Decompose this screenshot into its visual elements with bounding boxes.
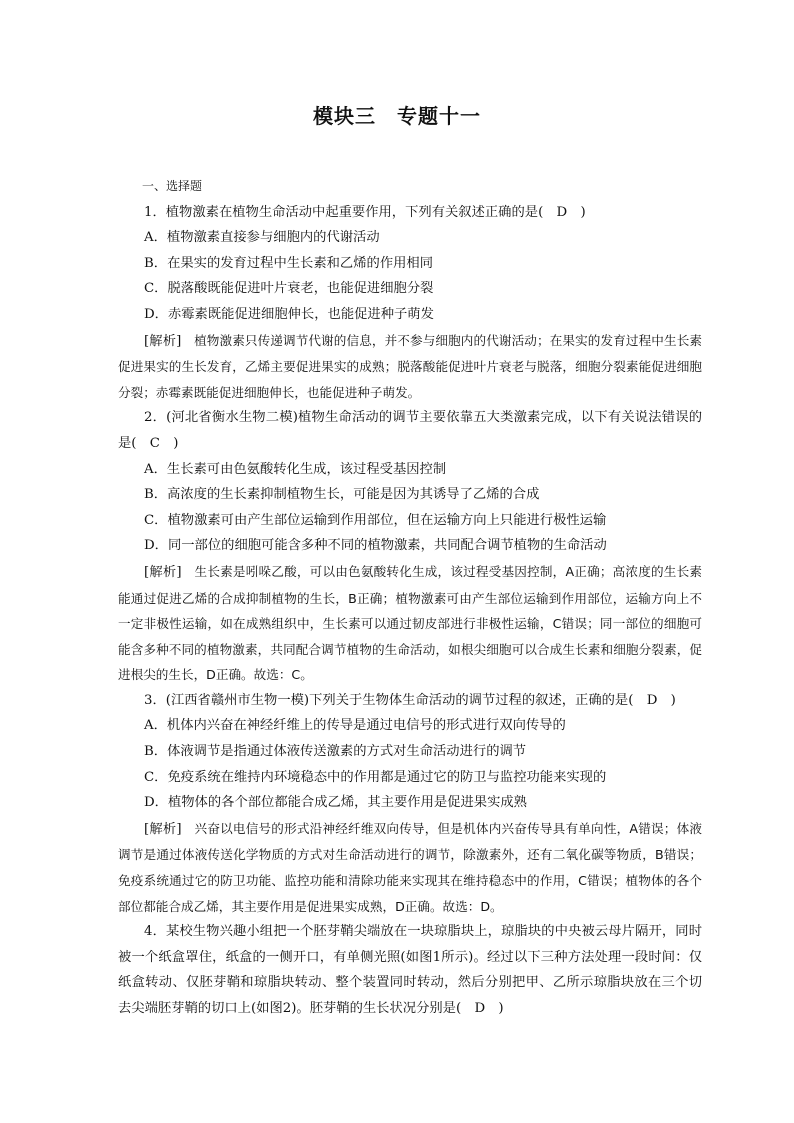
explanation-text: 植物激素只传递调节代谢的信息，并不参与细胞内的代谢活动；在果实的发育过程中生长素促进果实的生长发育，乙烯主要促进果实的成熟；脱落酸能促进叶片衰老与脱落，细胞分裂素能促进细胞分裂；赤霉素既能促进细胞伸长，也能促进种子萌发。 <box>118 332 702 400</box>
explanation-tag: [解析] <box>144 821 182 837</box>
explanation-tag: [解析] <box>144 564 182 580</box>
question-4-stem: 4．某校生物兴趣小组把一个胚芽鞘尖端放在一块琼脂块上，琼脂块的中央被云母片隔开，同时被一个纸盒罩住，纸盒的一侧开口，有单侧光照(如图1所示)。经过以下三种方法处理一段时间：仅纸盒转动、仅胚芽鞘和琼脂块转动、整个装置同时转动，然后分别把甲、乙所示琼脂块放在三个切去尖端胚芽鞘的切口上(如图2)。胚芽鞘的生长状况分别是( D ) <box>118 924 702 1016</box>
question-3-option-b: B．体液调节是指通过体液传送激素的方式对生命活动进行的调节 <box>144 744 527 760</box>
question-2-option-b: B．高浓度的生长素抑制植物生长，可能是因为其诱导了乙烯的合成 <box>144 487 540 503</box>
question-1-stem: 1．植物激素在植物生命活动中起重要作用，下列有关叙述正确的是( D ) <box>144 204 586 220</box>
question-3-option-a: A．机体内兴奋在神经纤维上的传导是通过电信号的形式进行双向传导的 <box>144 718 566 734</box>
question-2-explanation <box>118 559 702 688</box>
question-1-option-d: D．赤霉素既能促进细胞伸长，也能促进种子萌发 <box>144 306 434 322</box>
question-2-option-c: C．植物激素可由产生部位运输到作用部位，但在运输方向上只能进行极性运输 <box>144 512 607 528</box>
question-3-option-c: C．免疫系统在维持内环境稳态中的作用都是通过它的防卫与监控功能来实现的 <box>144 769 607 785</box>
question-1-option-a: A．植物激素直接参与细胞内的代谢活动 <box>144 230 380 246</box>
question-3-stem: 3．(江西省赣州市生物一模)下列关于生物体生命活动的调节过程的叙述，正确的是( D ) <box>144 692 676 708</box>
question-1-explanation <box>118 328 702 406</box>
explanation-text: 兴奋以电信号的形式沿神经纤维双向传导，但是机体内兴奋传导具有单向性，A错误；体液调节是通过体液传送化学物质的方式对生命活动进行的调节，除激素外，还有二氧化碳等物质，B错误；免疫系统通过它的防卫功能、监控功能和清除功能来实现其在维持稳态中的作用，C错误；植物体的各个部位都能合成乙烯，其主要作用是促进果实成熟，D正确。故选：D。 <box>118 820 702 914</box>
question-3-explanation <box>118 816 702 919</box>
explanation-tag: [解析] <box>144 333 182 349</box>
explanation-text: 生长素是吲哚乙酸，可以由色氨酸转化生成，该过程受基因控制，A正确；高浓度的生长素能通过促进乙烯的合成抑制植物的生长，B正确；植物激素可由产生部位运输到作用部位，运输方向上不一定非极性运输，如在成熟组织中，生长素可以通过韧皮部进行非极性运输，C错误；同一部位的细胞可能含多种不同的植物激素，共同配合调节植物的生命活动，如根尖细胞可以合成生长素和细胞分裂素，促进根尖的生长，D正确。故选：C。 <box>118 563 702 683</box>
question-1-option-b: B．在果实的发育过程中生长素和乙烯的作用相同 <box>144 255 434 271</box>
question-2-stem: 2．(河北省衡水生物二模)植物生命活动的调节主要依靠五大类激素完成，以下有关说法错误的是( C ) <box>118 410 702 451</box>
question-2-option-d: D．同一部位的细胞可能含多种不同的植物激素，共同配合调节植物的生命活动 <box>144 538 607 554</box>
document-body <box>118 174 702 1022</box>
question-2-option-a: A．生长素可由色氨酸转化生成，该过程受基因控制 <box>144 461 447 477</box>
question-1-option-c: C．脱落酸既能促进叶片衰老，也能促进细胞分裂 <box>144 281 434 297</box>
question-3-option-d: D．植物体的各个部位都能合成乙烯，其主要作用是促进果实成熟 <box>144 795 527 811</box>
page-title: 模块三 专题十一 <box>313 104 481 128</box>
section-heading: 一、选择题 <box>142 179 203 193</box>
